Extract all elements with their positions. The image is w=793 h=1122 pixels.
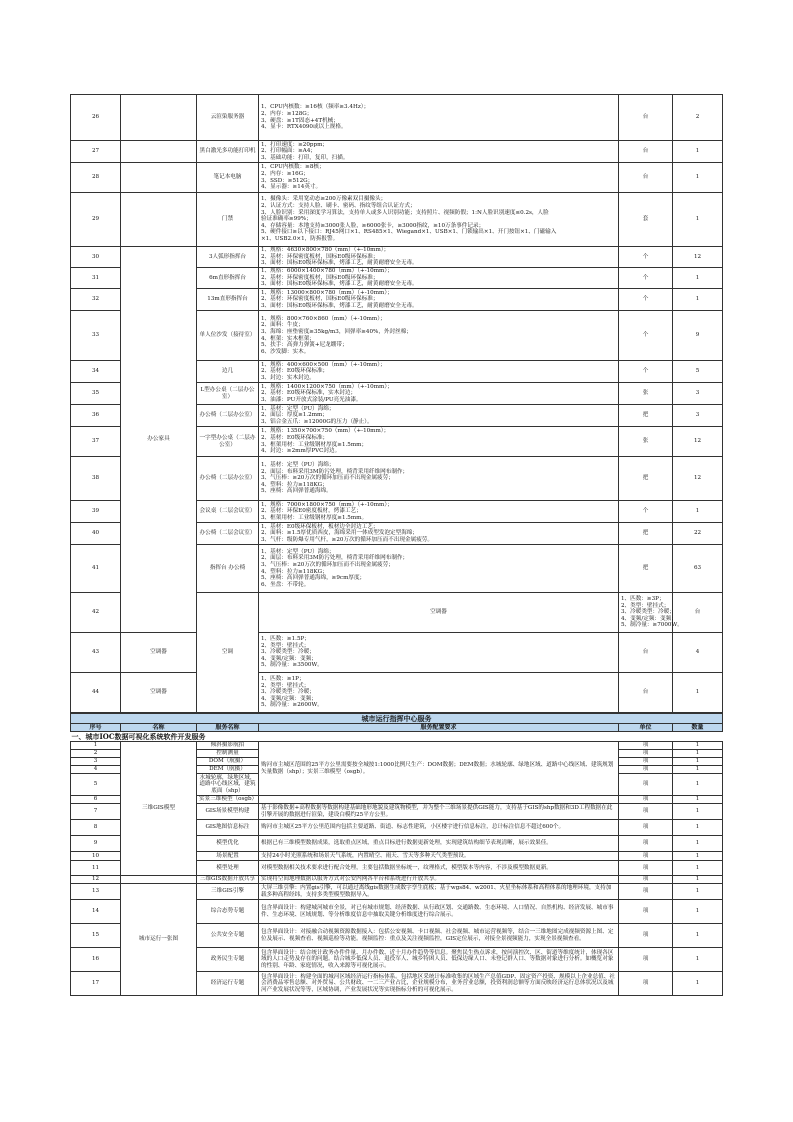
spec-line: 4、变频/定频：变频；	[261, 655, 317, 662]
spec-cell	[259, 405, 619, 427]
spec-line: 6、沙发脚：实木。	[261, 348, 310, 355]
qty-cell: 1	[673, 268, 723, 289]
qty-cell: 3	[673, 405, 723, 427]
row-number: 8	[71, 820, 121, 836]
spec-line: 4、变频/定频：变频；	[621, 615, 677, 622]
spreadsheet-page	[70, 94, 722, 996]
spec-line: 5、制冷量：≥3500W。	[261, 662, 323, 669]
qty-cell: 1	[673, 742, 723, 750]
category-cell: 空调	[197, 593, 259, 713]
spec-cell	[259, 193, 619, 247]
unit-cell: 项	[619, 742, 673, 750]
equipment-table	[70, 94, 723, 713]
spec-line: 2、面层：布料采用3M防污处理，椅背采用纤维网布制作；	[261, 468, 409, 475]
row-number: 9	[71, 836, 121, 852]
row-number: 28	[71, 163, 121, 193]
spec-cell: 购河市主城区范围的25平方公里需要按全城按1:1000比例尺生产：DOM数据；DEM数据；水城轮廓、绿地区域、道路中心线区域、建筑规划矢量数据（shp）；实景三维模型（osgb）。	[259, 742, 619, 796]
row-number: 37	[71, 427, 121, 457]
spec-line: 3、海绵：座垫密度≥35kg/m3，回弹率≥40%，外封丝棉；	[261, 328, 412, 335]
spec-cell	[259, 523, 619, 545]
spec-line: 2、面料：≥1.5厚优质西皮，海绵采用一体成型发泡定型海绵；	[261, 530, 418, 537]
row-number: 40	[71, 523, 121, 545]
spec-line: 1、匹数：≥1.5P；	[261, 636, 310, 643]
spec-line: 3、硬盘：≥1T固态+4T机械；	[261, 117, 339, 124]
service-name: 经济运行专题	[197, 972, 259, 996]
category-cell: 三维GIS模型	[121, 742, 197, 876]
spec-line: 2、基材：环保密度板材，国标E0级环保标准；	[261, 253, 379, 260]
unit-cell: 张	[619, 383, 673, 405]
spec-cell: 根据已有三维模型数据成果，选取重点区域，重点目标进行数据更新处理，实现建筑结构细节表现清晰，展示效果佳。	[259, 836, 619, 852]
spec-line: 2、内存：≥128G；	[261, 110, 313, 117]
item-name: 门禁	[197, 193, 259, 247]
item-name: 办公椅（二层办公室）	[197, 405, 259, 427]
row-number: 12	[71, 876, 121, 884]
spec-cell	[259, 141, 619, 163]
spec-line: 1、规格：1400×1200×750（mm）（+-10mm）；	[261, 383, 393, 390]
table-row	[71, 673, 723, 713]
row-number: 2	[71, 750, 121, 758]
qty-cell: 1	[673, 884, 723, 900]
spec-line: 1、规格：6000×1400×780（mm）（+-10mm）；	[261, 268, 393, 275]
spec-line: 1、规格：4630×800×780（mm）（+-10mm）；	[261, 247, 390, 254]
spec-line: 3、铝合金五爪：≥12000G的压力（静止）。	[261, 418, 373, 425]
header-no: 序号	[71, 724, 121, 732]
row-number: 32	[71, 289, 121, 311]
unit-cell: 项	[619, 836, 673, 852]
qty-cell: 1	[673, 289, 723, 311]
qty-cell: 1	[673, 852, 723, 861]
qty-cell: 12	[673, 457, 723, 501]
service-name: GIS场景模型构建	[197, 804, 259, 820]
item-name: 指挥台 办公椅	[197, 545, 259, 593]
unit-cell: 把	[619, 457, 673, 501]
spec-cell	[259, 247, 619, 268]
item-name: 空调器	[121, 673, 197, 713]
spec-cell	[259, 673, 619, 713]
row-number: 7	[71, 804, 121, 820]
unit-cell: 台	[673, 593, 723, 633]
spec-line: 3、面材：国标E0级环保标准，烤漆工艺，耐黄耐磨安全无毒。	[261, 302, 418, 309]
qty-cell: 1	[673, 750, 723, 758]
spec-cell: 实现将空间地理数据以服务方式对公安内网各平台和系统进行开放共享。	[259, 876, 619, 884]
unit-cell: 个	[619, 361, 673, 383]
spec-line: 4、封边：≥2mm厚PVC封边。	[261, 448, 341, 455]
table-row	[71, 633, 723, 673]
category-cell	[121, 95, 197, 141]
item-name: 办公椅（二层办公室）	[197, 457, 259, 501]
service-name: 公共安全专题	[197, 924, 259, 948]
qty-cell: 12	[673, 247, 723, 268]
table-row	[71, 193, 723, 247]
category-cell	[121, 876, 197, 884]
spec-line: 3、基础功能：打印，复印，扫描。	[261, 154, 349, 161]
qty-cell: 3	[673, 383, 723, 405]
qty-cell: 1	[673, 193, 723, 247]
spec-line: 2、类型：壁挂式；	[621, 602, 670, 609]
unit-cell: 张	[619, 427, 673, 457]
service-name: DEM（航摄）	[197, 766, 259, 774]
spec-cell	[259, 95, 619, 141]
item-name: 空调器	[121, 633, 197, 673]
spec-line: 2、类型：壁挂式；	[261, 642, 310, 649]
row-number: 39	[71, 501, 121, 523]
qty-cell: 1	[673, 820, 723, 836]
item-name: 云渲染服务器	[197, 95, 259, 141]
category-cell	[121, 193, 197, 247]
item-name: 会议桌（二层会议室）	[197, 501, 259, 523]
spec-line: 3、人脸识别：采用深度学习算法，支持单人或多人识别功能；支持照片、视频防假；1:N人脸识别速度≤0.2s，人脸	[261, 209, 549, 216]
spec-line: 5、硬件接口≥以下接口：RJ45网口×1、RS485×1、Wiegand×1、USB×1、门锁输出×1、开门按钮×1、门磁输入	[261, 229, 557, 236]
spec-cell	[259, 457, 619, 501]
unit-cell: 项	[619, 884, 673, 900]
qty-cell: 1	[673, 876, 723, 884]
spec-line: 1、匹数：≥3P；	[621, 596, 665, 603]
unit-cell: 项	[619, 852, 673, 861]
qty-cell: 1	[673, 972, 723, 996]
unit-cell: 项	[619, 820, 673, 836]
spec-line: 3、冷暖类型：冷暖；	[621, 609, 675, 616]
row-number: 43	[71, 633, 121, 673]
unit-cell: 台	[619, 633, 673, 673]
spec-line: 2、基材：E0级环保标准；	[261, 368, 329, 375]
qty-cell: 1	[673, 948, 723, 972]
spec-cell: 包含界面设计：构建城河城市全景，对已有城市规划、经济数据、从行政区划、交通路数、生态环境、人口情况、自然机构、经济发展、城市事件、生态环境、区域规划、等分析维度信息中抽取关键分析维度进行综合展示。	[259, 900, 619, 924]
row-number: 29	[71, 193, 121, 247]
spec-line: 4、显卡：RTX4090或以上规格。	[261, 124, 347, 131]
qty-cell: 1	[673, 774, 723, 796]
spec-line: 3、框架用材：工业级钢材厚度≥1.5mm。	[261, 514, 368, 521]
unit-cell: 台	[619, 673, 673, 713]
spec-line: 1、规格：800×760×860（mm）（+-10mm）；	[261, 315, 386, 322]
category-cell	[121, 141, 197, 163]
spec-line: 5、座椅：高回弹普通海绵。	[261, 488, 332, 495]
spec-cell	[619, 593, 683, 633]
unit-cell: 台	[619, 95, 673, 141]
unit-cell: 项	[619, 766, 673, 774]
spec-line: 1、规格：1350×700×750（mm）（+-10mm）；	[261, 428, 390, 435]
qty-cell: 12	[673, 427, 723, 457]
unit-cell: 台	[619, 163, 673, 193]
unit-cell: 把	[619, 545, 673, 593]
row-number: 1	[71, 742, 121, 750]
spec-line: ×1、USB2.0×1，防拆报警。	[261, 235, 339, 242]
row-number: 10	[71, 852, 121, 861]
qty-cell: 9	[673, 311, 723, 361]
spec-line: 3、气杆：级防爆专用气杆，≥20万次的循环加压而不出现金属疲劳。	[261, 536, 433, 543]
row-number: 41	[71, 545, 121, 593]
header-service-name: 服务名称	[197, 724, 259, 732]
spec-cell	[259, 268, 619, 289]
spec-line: 3、油漆：PU开放式涂装/PU亮光油漆。	[261, 396, 362, 403]
spec-line: 3、面材：国标E0级环保标准，烤漆工艺，耐黄耐磨安全无毒。	[261, 281, 418, 288]
table-row	[71, 141, 723, 163]
table-row	[71, 247, 723, 268]
item-name: 13m直形指挥台	[197, 289, 259, 311]
row-number: 15	[71, 924, 121, 948]
spec-line: 3、冷暖类型：冷暖；	[261, 689, 315, 696]
table-row	[71, 884, 723, 900]
spec-line: 2、基材：环保密度板材，国标E0级环保标准；	[261, 274, 379, 281]
row-number: 42	[71, 593, 121, 633]
qty-cell: 1	[673, 673, 723, 713]
spec-line: 1、基材：定型（PU）海绵；	[261, 405, 335, 412]
service-name: GIS地图信息标注	[197, 820, 259, 836]
spec-line: 2、类型：壁挂式；	[261, 682, 310, 689]
spec-line: 1、CPU内核数：≥16核（频率≥3.4Hz）；	[261, 104, 370, 111]
spec-line: 2、基材：E0级环保标准；	[261, 434, 329, 441]
spec-line: 4、变频/定频：变频；	[261, 695, 317, 702]
spec-line: 验证准确率≥99%；	[261, 216, 312, 223]
service-name: DOM（航摄）	[197, 758, 259, 766]
spec-line: 3、面材：国标E0级环保标准，烤漆工艺，耐黄耐磨安全无毒。	[261, 260, 418, 267]
spec-cell: 购河市主城区25平方公里范围内包括主要道路、街道、标志性建筑，小区楼宇进行信息标注，总计标注信息不超过600个。	[259, 820, 619, 836]
spec-cell	[259, 633, 619, 673]
spec-cell: 支持24小时光照系统和场景天气系统，内置晴空、雨天、雪天等多种天气类型预设。	[259, 852, 619, 861]
qty-cell: 1	[673, 861, 723, 876]
item-name: L型办公桌（二层办公室）	[197, 383, 259, 405]
qty-cell: 1	[673, 766, 723, 774]
row-number: 5	[71, 774, 121, 796]
table-row	[71, 163, 723, 193]
spec-line: 4、存储容量：本地支持≥3000张人脸，≥6000张卡，≥3000指纹，≥10万条事件记录；	[261, 222, 485, 229]
qty-cell: 1	[673, 758, 723, 766]
qty-cell: 1	[673, 804, 723, 820]
spec-cell: 包含界面设计：对接融合动视频资源数据接入：包括公安视频、卡口视频、社会视频、城市运营视频等，结合一三维地图完成视频资源上图、定位及展示、视频查看、视频巡检等功能。视频监控：重点及关注视频监控，GIS定位展示，对接全景视频能力，实现全景视频查看。	[259, 924, 619, 948]
service-name: 综合态势专题	[197, 900, 259, 924]
unit-cell: 个	[619, 268, 673, 289]
spec-cell: 对模型数据相关技术要求进行配合处理，主要包括数据坐标统一，纹理格式，模型版本等内容，不涉及模型数据更新。	[259, 861, 619, 876]
service-name: 政务民生专题	[197, 948, 259, 972]
spec-line: 1、基材：定型（PU）海绵；	[261, 462, 335, 469]
spec-line: 3、冷暖类型：冷暖；	[261, 649, 315, 656]
table-row	[71, 95, 723, 141]
spec-cell	[259, 796, 619, 804]
header-qty: 数量	[673, 724, 723, 732]
spec-line: 4、塑料：拉力≥118KG；	[261, 568, 328, 575]
item-name: 单人位沙发（接待室）	[197, 311, 259, 361]
item-name: 6m直形指挥台	[197, 268, 259, 289]
service-name: 场景配置	[197, 852, 259, 861]
unit-cell: 个	[619, 311, 673, 361]
unit-cell: 项	[619, 900, 673, 924]
unit-cell: 个	[619, 501, 673, 523]
spec-line: 3、框架用材：工业级钢材厚度≥1.5mm；	[261, 441, 368, 448]
header-category: 名称	[121, 724, 197, 732]
spec-cell	[259, 163, 619, 193]
row-number: 44	[71, 673, 121, 713]
spec-line: 1、打印速度：≥20ppm；	[261, 141, 328, 148]
spec-cell	[259, 361, 619, 383]
service-name: 三维GIS引擎	[197, 884, 259, 900]
spec-cell: 包含界面设计：构建全面的城河区域经济运行指标体系。包括地区采统计标准收集的区域生产总值GDP、固定资产投资、规模以上企业总值、社会消费品零售总额、对外贸易、公共财政、一二三产业占比，企业规模分布，业务营业总额，投资利润总额等方面反映经济运行总体状况以及城河产业发展状况等等，区域协调，产业发展状况等实现指标分析的可视化展示。	[259, 972, 619, 996]
spec-line: 5、扶手：高弹力弹簧+尼龙绷带；	[261, 342, 348, 349]
unit-cell: 项	[619, 804, 673, 820]
spec-line: 1、规格：13000×800×780（mm）（+-10mm）；	[261, 289, 393, 296]
qty-cell: 63	[673, 545, 723, 593]
category-cell: 城市运行一张图	[121, 884, 197, 996]
unit-cell: 个	[619, 247, 673, 268]
spec-cell	[259, 427, 619, 457]
spec-line: 2、基材：环保E0密度板材，烤漆工艺；	[261, 508, 362, 515]
unit-cell: 把	[619, 523, 673, 545]
spec-line: 2、基材：环保密度板材，国标E0级环保标准；	[261, 296, 379, 303]
item-name: 黑白激光多功能打印机	[197, 141, 259, 163]
table-row	[71, 742, 723, 750]
item-name: 办公椅（二层会议室）	[197, 523, 259, 545]
spec-cell: 大屏三维引擎：内置gis引擎，可以通过离线gis数据生成数字孪生底板；基于wgs84、w2001、火星坐标体系和高程体系的地理环境，支持加载多种高程经纬，支持多类型模型数据导入。	[259, 884, 619, 900]
spec-line: 3、SSD：≥512G；	[261, 177, 314, 184]
qty-cell: 1	[673, 141, 723, 163]
spec-line: 6、坐盘：不带轮。	[261, 581, 310, 588]
spec-line: 2、面层：布料采用3M防污处理，椅背采用纤维网布制作；	[261, 555, 409, 562]
spec-line: 2、打印幅面：≥A4；	[261, 148, 317, 155]
qty-cell: 1	[673, 836, 723, 852]
service-name: 倾斜摄影航拍	[197, 742, 259, 750]
spec-cell	[259, 289, 619, 311]
qty-cell: 4	[673, 633, 723, 673]
unit-cell: 项	[619, 876, 673, 884]
service-name: 控制测量	[197, 750, 259, 758]
service-name: 水城轮廓，绿地区域，道路中心线区域，建筑底面（shp）	[197, 774, 259, 796]
unit-cell: 项	[619, 774, 673, 796]
unit-cell: 项	[619, 972, 673, 996]
category-cell: 办公家具	[121, 247, 197, 633]
spec-line: 1、规格：400×600×500（mm）（+-10mm）；	[261, 361, 386, 368]
qty-cell: 1	[673, 796, 723, 804]
row-number: 17	[71, 972, 121, 996]
spec-line: 5、制冷量：≥7000W。	[621, 622, 683, 629]
item-name: 边几	[197, 361, 259, 383]
item-name: 一字型办公桌（二层办公室）	[197, 427, 259, 457]
row-number: 33	[71, 311, 121, 361]
item-name: 空调器	[259, 593, 619, 633]
row-number: 14	[71, 900, 121, 924]
item-name: 3人弧形指挥台	[197, 247, 259, 268]
spec-line: 2、内存：≥16G；	[261, 170, 309, 177]
spec-cell: 基于影像数据+高程数据等数据构建基础地形地貌及建筑物模型，并为整个三维场景提供GIS能力，支持基于GIS的shp数据和3D工程数据在此引擎开展的数据进行渲染，建设白模约25平方公里。	[259, 804, 619, 820]
category-cell	[121, 163, 197, 193]
unit-cell: 套	[619, 193, 673, 247]
spec-line: 4、塑料：拉力≥118KG；	[261, 481, 328, 488]
unit-cell: 台	[619, 141, 673, 163]
spec-cell	[259, 545, 619, 593]
spec-line: 4、框架：实木框架；	[261, 335, 315, 342]
item-name: 笔记本电脑	[197, 163, 259, 193]
spec-line: 5、制冷量：≥2600W。	[261, 702, 323, 709]
qty-cell: 1	[673, 924, 723, 948]
spec-line: 2、面层：厚度≥1.2mm；	[261, 412, 328, 419]
spec-cell	[259, 501, 619, 523]
row-number: 4	[71, 766, 121, 774]
spec-line: 1、基材：定型（PU）海绵；	[261, 548, 335, 555]
row-number: 6	[71, 796, 121, 804]
spec-line: 3、气压棒：≥20万次的循环加压而不出现金属疲劳；	[261, 475, 394, 482]
spec-cell	[259, 383, 619, 405]
spec-line: 2、面料：牛皮；	[261, 322, 304, 329]
unit-cell: 项	[619, 796, 673, 804]
row-number: 13	[71, 884, 121, 900]
row-number: 27	[71, 141, 121, 163]
header-spec: 服务配置要求	[259, 724, 619, 732]
row-number: 11	[71, 861, 121, 876]
service-section-title: 城市运行指挥中心服务	[71, 714, 723, 724]
row-number: 16	[71, 948, 121, 972]
row-number: 34	[71, 361, 121, 383]
service-name: 实景三维模型（osgb）	[197, 796, 259, 804]
row-number: 38	[71, 457, 121, 501]
row-number: 35	[71, 383, 121, 405]
unit-cell: 把	[619, 405, 673, 427]
spec-line: 4、显示器：≥14英寸。	[261, 184, 322, 191]
unit-cell: 项	[619, 750, 673, 758]
unit-cell: 项	[619, 758, 673, 766]
qty-cell: 2	[673, 95, 723, 141]
service-name: 模型处理	[197, 861, 259, 876]
qty-cell: 22	[673, 523, 723, 545]
spec-line: 1、CPU内核数：≥8核；	[261, 164, 325, 171]
spec-line: 1、匹数：≥1P；	[261, 676, 305, 683]
qty-cell: 1	[673, 501, 723, 523]
unit-cell: 项	[619, 924, 673, 948]
service-name: 三维GIS数据开放共享	[197, 876, 259, 884]
spec-cell: 包含界面设计：结合统计政务办件件量、月办件数、近十月办件趋势等信息。聚焦民生热点诉求，按问演控次、区、街道等维度统计，体现各区域的人口走势及存在的问题。结合城乡低保人员、退役军人、城乡特困人员、低保边缘人口、未登记群人口、等数据对象进行分析。如概览对象的性别、年龄、家庭情况，收入来源等可视化展示。	[259, 948, 619, 972]
qty-cell: 1	[673, 900, 723, 924]
spec-line: 2、基材：E0级环保标准，实木封边；	[261, 390, 357, 397]
subsection-title: 一、城市IOC数据可视化系统软件开发服务	[71, 732, 723, 742]
spec-line: 2、认证方式：支持人脸、刷卡、密码、指纹等组合认证方式；	[261, 203, 416, 210]
service-table	[70, 713, 723, 996]
row-number: 26	[71, 95, 121, 141]
row-number: 36	[71, 405, 121, 427]
unit-cell: 个	[619, 289, 673, 311]
row-number: 31	[71, 268, 121, 289]
qty-cell: 5	[673, 361, 723, 383]
row-number: 3	[71, 758, 121, 766]
spec-line: 1、基材：E0级环保板材，板材边全封边工艺；	[261, 523, 379, 530]
service-name: 模型优化	[197, 836, 259, 852]
spec-line: 3、气压棒：≥20万次的循环加压而不出现金属疲劳；	[261, 561, 394, 568]
header-unit: 单位	[619, 724, 673, 732]
qty-cell: 1	[673, 163, 723, 193]
unit-cell: 项	[619, 861, 673, 876]
spec-line: 1、规格：7000×1800×750（mm）（+-10mm）；	[261, 501, 393, 508]
table-row	[71, 876, 723, 884]
unit-cell: 项	[619, 948, 673, 972]
row-number: 30	[71, 247, 121, 268]
spec-line: 3、封边：实木封边。	[261, 374, 315, 381]
spec-line: 5、座椅：高回弹普通海绵，≥9cm厚度；	[261, 575, 366, 582]
spec-cell	[259, 311, 619, 361]
spec-line: 1、摄像头：采用宽动态≥200万像素双目摄像头；	[261, 196, 387, 203]
